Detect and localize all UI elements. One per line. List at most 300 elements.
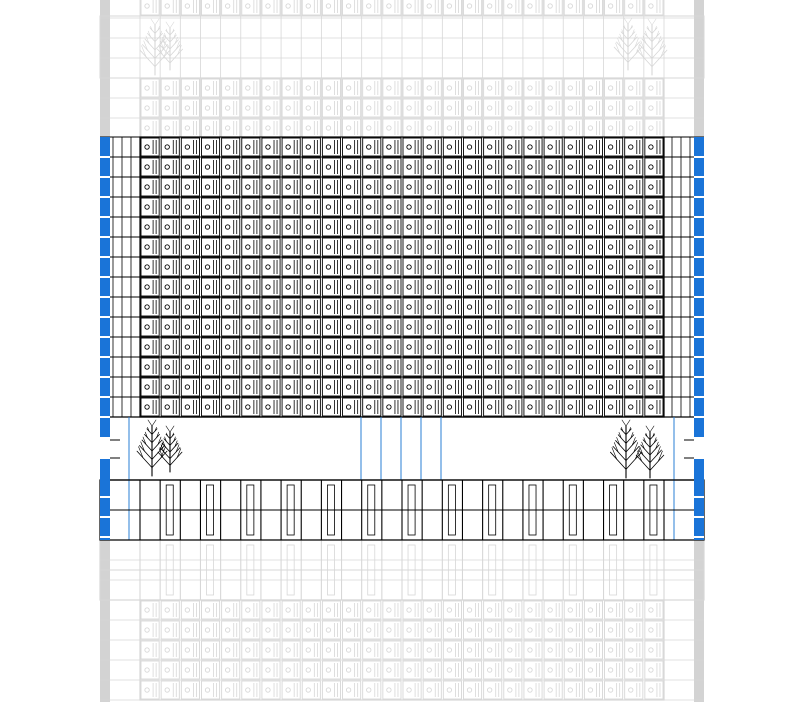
blue-band-notch xyxy=(100,356,110,358)
active-module-vent xyxy=(225,265,229,269)
tree-branch xyxy=(170,49,183,63)
active-module-vent xyxy=(548,285,552,289)
ghost-module-vent xyxy=(588,608,592,612)
tree-branch xyxy=(610,452,626,469)
tree-branch xyxy=(645,33,653,41)
active-module-vent xyxy=(246,385,250,389)
active-module-vent xyxy=(185,265,189,269)
blue-band-notch xyxy=(694,516,704,518)
ghost-module-vent xyxy=(306,126,310,130)
active-module-vent xyxy=(145,385,149,389)
active-module-vent xyxy=(568,245,572,249)
ghost-module-vent xyxy=(346,628,350,632)
active-module-vent xyxy=(608,165,612,169)
ghost-module-vent xyxy=(387,648,391,652)
ghost-module-vent xyxy=(508,86,512,90)
ghost-module-vent xyxy=(346,126,350,130)
active-module-vent xyxy=(185,225,189,229)
blue-band-notch xyxy=(694,496,704,498)
active-module-vent xyxy=(286,165,290,169)
ghost-module-vent xyxy=(165,126,169,130)
ghost-module-vent xyxy=(246,688,250,692)
active-module-vent xyxy=(185,365,189,369)
ghost-context-above xyxy=(100,0,704,138)
active-module-vent xyxy=(447,265,451,269)
ghost-module-vent xyxy=(508,126,512,130)
active-module-vent xyxy=(407,285,411,289)
active-module-vent xyxy=(266,185,270,189)
ghost-module-vent xyxy=(629,106,633,110)
ghost-module-vent xyxy=(346,4,350,8)
ghost-module-vent xyxy=(548,608,552,612)
ghost-module-vent xyxy=(508,668,512,672)
ghost-module-vent xyxy=(367,106,371,110)
active-module-vent xyxy=(185,185,189,189)
active-module-vent xyxy=(467,265,471,269)
ghost-module-vent xyxy=(548,126,552,130)
active-module-vent xyxy=(205,305,209,309)
ghost-module-vent xyxy=(528,648,532,652)
active-module-vent xyxy=(286,265,290,269)
active-module-vent xyxy=(185,305,189,309)
active-module-vent xyxy=(346,365,350,369)
active-module-vent xyxy=(407,265,411,269)
active-module-vent xyxy=(447,405,451,409)
ghost-module-vent xyxy=(467,608,471,612)
ghost-module-vent xyxy=(548,106,552,110)
active-module-vent xyxy=(367,365,371,369)
active-module-vent xyxy=(185,345,189,349)
tree-branch xyxy=(152,429,157,435)
ghost-module-vent xyxy=(407,106,411,110)
active-module-vent xyxy=(346,245,350,249)
active-module-vent xyxy=(286,385,290,389)
ghost-module-vent xyxy=(346,688,350,692)
active-module-vent xyxy=(568,205,572,209)
active-module-vent xyxy=(407,225,411,229)
ghost-module-vent xyxy=(407,688,411,692)
ghost-module-vent xyxy=(649,648,653,652)
tree-branch xyxy=(155,50,170,66)
active-module-vent xyxy=(649,405,653,409)
active-module-vent xyxy=(447,225,451,229)
ghost-module-vent xyxy=(528,668,532,672)
active-module-vent xyxy=(165,345,169,349)
ghost-module-vent xyxy=(447,608,451,612)
tree-branch xyxy=(170,434,174,438)
active-module-vent xyxy=(528,305,532,309)
tree-branch xyxy=(147,429,152,435)
active-module-vent xyxy=(649,185,653,189)
ghost-module-vent xyxy=(185,608,189,612)
active-module-vent xyxy=(306,245,310,249)
ghost-module-vent xyxy=(145,126,149,130)
ghost-module-vent xyxy=(185,688,189,692)
ghost-module-vent xyxy=(286,86,290,90)
ghost-module-vent xyxy=(487,4,491,8)
tree-upper-right xyxy=(637,19,667,75)
active-module-vent xyxy=(306,265,310,269)
ghost-module-vent xyxy=(205,668,209,672)
active-module-vent xyxy=(165,225,169,229)
active-module-vent xyxy=(205,185,209,189)
tree-branch xyxy=(614,47,628,62)
ghost-module-vent xyxy=(326,608,330,612)
active-module-vent xyxy=(467,345,471,349)
active-module-vent xyxy=(407,165,411,169)
tree-branch xyxy=(626,429,631,435)
active-module-vent xyxy=(326,285,330,289)
active-module-vent xyxy=(467,185,471,189)
tree-branch xyxy=(652,45,665,59)
active-module-vent xyxy=(165,265,169,269)
active-module-vent xyxy=(487,245,491,249)
active-module-vent xyxy=(447,145,451,149)
ghost-module-vent xyxy=(225,4,229,8)
ghost-module-vent xyxy=(165,608,169,612)
active-module-vent xyxy=(246,225,250,229)
ghost-module-vent xyxy=(306,608,310,612)
ghost-module-vent xyxy=(246,106,250,110)
active-module-vent xyxy=(145,185,149,189)
active-module-vent xyxy=(629,325,633,329)
ghost-module-vent xyxy=(608,688,612,692)
active-module-vent xyxy=(246,165,250,169)
active-module-vent xyxy=(407,345,411,349)
ghost-module-vent xyxy=(588,628,592,632)
ghost-module-vent xyxy=(225,648,229,652)
active-module-vent xyxy=(568,305,572,309)
active-module-vent xyxy=(649,345,653,349)
active-module-vent xyxy=(145,225,149,229)
ghost-module-vent xyxy=(447,648,451,652)
active-module-vent xyxy=(266,325,270,329)
ghost-module-vent xyxy=(367,86,371,90)
ghost-module-vent xyxy=(649,668,653,672)
tree-branch xyxy=(155,19,159,25)
ghost-module-vent xyxy=(608,126,612,130)
active-module-vent xyxy=(185,385,189,389)
tree-branch xyxy=(144,41,148,50)
ghost-module-vent xyxy=(548,668,552,672)
active-module-vent xyxy=(608,185,612,189)
active-module-vent xyxy=(548,305,552,309)
ghost-module-vent xyxy=(387,106,391,110)
active-module-vent xyxy=(608,305,612,309)
active-module-vent xyxy=(588,265,592,269)
active-module-vent xyxy=(629,345,633,349)
active-module-vent xyxy=(306,385,310,389)
tree-branch xyxy=(164,439,170,446)
ghost-module-vent xyxy=(286,668,290,672)
ghost-module-vent xyxy=(447,4,451,8)
ghost-module-vent xyxy=(367,688,371,692)
active-module-vent xyxy=(407,325,411,329)
active-module-vent xyxy=(387,325,391,329)
active-module-vent xyxy=(367,225,371,229)
ghost-module-vent xyxy=(528,688,532,692)
ghost-module-vent xyxy=(266,608,270,612)
active-module-vent xyxy=(447,165,451,169)
active-module-vent xyxy=(487,165,491,169)
active-module-vent xyxy=(588,145,592,149)
ghost-module-vent xyxy=(508,628,512,632)
ghost-module-vent xyxy=(649,608,653,612)
active-module-vent xyxy=(568,365,572,369)
ghost-module-vent xyxy=(487,608,491,612)
ghost-module-vent xyxy=(649,126,653,130)
tree-branch xyxy=(652,19,656,25)
active-module-vent xyxy=(487,305,491,309)
active-module-vent xyxy=(608,245,612,249)
ghost-module-vent xyxy=(447,126,451,130)
active-module-vent xyxy=(367,245,371,249)
tree-branch xyxy=(613,446,626,460)
active-module-vent xyxy=(407,205,411,209)
blue-band-notch xyxy=(100,236,110,238)
tree-branch xyxy=(650,455,664,470)
active-module-vent xyxy=(487,225,491,229)
ghost-module-vent xyxy=(346,86,350,90)
ghost-module-vent xyxy=(145,608,149,612)
ghost-module-vent xyxy=(487,86,491,90)
ghost-module-vent xyxy=(649,628,653,632)
active-module-vent xyxy=(367,325,371,329)
tree-branch xyxy=(170,35,176,42)
active-module-vent xyxy=(326,345,330,349)
active-module-vent xyxy=(407,365,411,369)
active-module-vent xyxy=(629,205,633,209)
active-module-vent xyxy=(346,325,350,329)
tree-branch xyxy=(166,426,170,432)
ghost-module-vent xyxy=(225,126,229,130)
active-module-vent xyxy=(629,145,633,149)
tree-branch xyxy=(652,33,660,41)
active-module-vent xyxy=(326,225,330,229)
blue-band-notch xyxy=(100,176,110,178)
ghost-module-vent xyxy=(346,668,350,672)
active-module-vent xyxy=(568,285,572,289)
ghost-module-vent xyxy=(508,608,512,612)
ghost-side-band-right xyxy=(694,0,704,137)
active-module-vent xyxy=(346,205,350,209)
active-module-vent xyxy=(568,405,572,409)
active-module-vent xyxy=(528,145,532,149)
active-module-vent xyxy=(246,145,250,149)
blue-band-notch xyxy=(694,176,704,178)
ghost-module-vent xyxy=(608,4,612,8)
blue-band-notch xyxy=(694,376,704,378)
ghost-side-band-left xyxy=(100,0,110,137)
ghost-module-vent xyxy=(367,648,371,652)
tree-branch xyxy=(628,18,632,24)
ghost-module-vent xyxy=(487,668,491,672)
active-module-vent xyxy=(266,225,270,229)
active-module-vent xyxy=(266,205,270,209)
active-module-vent xyxy=(629,185,633,189)
ghost-module-vent xyxy=(165,688,169,692)
active-module-vent xyxy=(286,305,290,309)
active-module-vent xyxy=(225,345,229,349)
ghost-module-vent xyxy=(629,86,633,90)
active-module-vent xyxy=(548,165,552,169)
ghost-module-vent xyxy=(467,668,471,672)
active-module-vent xyxy=(286,205,290,209)
tree-branch xyxy=(170,452,182,465)
active-module-vent xyxy=(266,265,270,269)
active-module-vent xyxy=(367,305,371,309)
active-module-vent xyxy=(427,405,431,409)
ghost-module-vent xyxy=(407,126,411,130)
active-module-vent xyxy=(145,285,149,289)
active-module-vent xyxy=(588,205,592,209)
active-module-vent xyxy=(467,245,471,249)
active-module-vent xyxy=(568,265,572,269)
ghost-module-vent xyxy=(246,126,250,130)
active-module-vent xyxy=(246,265,250,269)
active-module-vent xyxy=(165,285,169,289)
active-module-vent xyxy=(467,285,471,289)
tree-branch xyxy=(143,45,156,59)
active-module-vent xyxy=(346,285,350,289)
active-module-vent xyxy=(145,145,149,149)
ghost-module-vent xyxy=(447,86,451,90)
active-module-vent xyxy=(548,245,552,249)
tree-gap-right xyxy=(636,426,664,478)
active-module-vent xyxy=(367,285,371,289)
blue-band-notch xyxy=(100,516,110,518)
ghost-module-vent xyxy=(286,126,290,130)
active-module-vent xyxy=(629,265,633,269)
tree-branch xyxy=(166,22,170,28)
ghost-module-vent xyxy=(286,688,290,692)
active-module-vent xyxy=(205,265,209,269)
active-module-vent xyxy=(165,205,169,209)
active-module-vent xyxy=(326,325,330,329)
active-module-vent xyxy=(346,385,350,389)
active-module-vent xyxy=(387,265,391,269)
active-module-vent xyxy=(266,305,270,309)
active-module-vent xyxy=(588,365,592,369)
active-module-vent xyxy=(246,305,250,309)
ghost-module-vent xyxy=(649,106,653,110)
ghost-module-vent xyxy=(306,628,310,632)
tree-branch xyxy=(626,435,634,444)
active-module-vent xyxy=(266,145,270,149)
blue-band-notch xyxy=(100,376,110,378)
active-module-vent xyxy=(508,185,512,189)
active-module-vent xyxy=(407,245,411,249)
active-module-vent xyxy=(205,405,209,409)
active-module-vent xyxy=(508,165,512,169)
active-module-vent xyxy=(387,405,391,409)
active-module-vent xyxy=(346,265,350,269)
ghost-module-vent xyxy=(286,648,290,652)
active-module-vent xyxy=(649,325,653,329)
blue-band-notch xyxy=(100,256,110,258)
active-module-vent xyxy=(629,165,633,169)
active-module-vent xyxy=(649,225,653,229)
active-module-vent xyxy=(487,385,491,389)
active-module-vent xyxy=(588,225,592,229)
ghost-module-vent xyxy=(467,106,471,110)
ghost-module-vent xyxy=(145,628,149,632)
active-module-vent xyxy=(588,385,592,389)
ghost-module-vent xyxy=(528,106,532,110)
ghost-module-vent xyxy=(447,688,451,692)
ghost-module-vent xyxy=(326,648,330,652)
ghost-module-vent xyxy=(568,688,572,692)
ghost-module-vent xyxy=(588,4,592,8)
active-module-vent xyxy=(447,325,451,329)
ghost-module-vent xyxy=(608,86,612,90)
tree-branch xyxy=(170,22,174,28)
active-module-vent xyxy=(467,325,471,329)
blue-band-notch xyxy=(100,296,110,298)
ghost-module-vent xyxy=(145,86,149,90)
active-module-vent xyxy=(629,385,633,389)
tree-branch xyxy=(643,440,650,448)
blue-band-notch xyxy=(100,156,110,158)
tree-branch xyxy=(626,446,639,460)
active-module-vent xyxy=(266,345,270,349)
ghost-module-vent xyxy=(467,648,471,652)
active-module-vent xyxy=(487,345,491,349)
ghost-module-vent xyxy=(568,86,572,90)
ghost-module-vent xyxy=(629,668,633,672)
active-module-vent xyxy=(306,325,310,329)
active-module-vent xyxy=(185,285,189,289)
active-module-vent xyxy=(447,205,451,209)
active-module-vent xyxy=(306,205,310,209)
active-module-vent xyxy=(145,205,149,209)
highlighted-ground-storey xyxy=(100,480,704,540)
active-module-vent xyxy=(487,285,491,289)
ghost-module-vent xyxy=(266,628,270,632)
active-module-vent xyxy=(608,265,612,269)
active-module-vent xyxy=(629,225,633,229)
blue-band-notch xyxy=(100,316,110,318)
tree-branch xyxy=(140,446,153,460)
ghost-module-vent xyxy=(246,4,250,8)
active-module-vent xyxy=(508,365,512,369)
active-module-vent xyxy=(185,165,189,169)
ghost-module-vent xyxy=(447,106,451,110)
blue-band-notch xyxy=(694,256,704,258)
active-module-vent xyxy=(568,145,572,149)
tree-branch xyxy=(626,420,630,426)
tree-branch xyxy=(170,439,176,446)
active-module-vent xyxy=(367,345,371,349)
active-module-vent xyxy=(467,385,471,389)
tree-branch xyxy=(618,39,621,48)
ghost-module-vent xyxy=(387,688,391,692)
ghost-module-vent xyxy=(427,668,431,672)
ghost-module-vent xyxy=(165,106,169,110)
active-module-vent xyxy=(346,305,350,309)
active-module-vent xyxy=(266,405,270,409)
active-module-vent xyxy=(286,245,290,249)
active-module-vent xyxy=(205,285,209,289)
ghost-module-vent xyxy=(568,126,572,130)
ghost-module-vent xyxy=(165,86,169,90)
ghost-module-vent xyxy=(286,4,290,8)
ghost-module-vent xyxy=(145,106,149,110)
ghost-module-vent xyxy=(165,648,169,652)
active-module-vent xyxy=(225,165,229,169)
active-module-vent xyxy=(548,405,552,409)
ghost-module-vent xyxy=(528,86,532,90)
